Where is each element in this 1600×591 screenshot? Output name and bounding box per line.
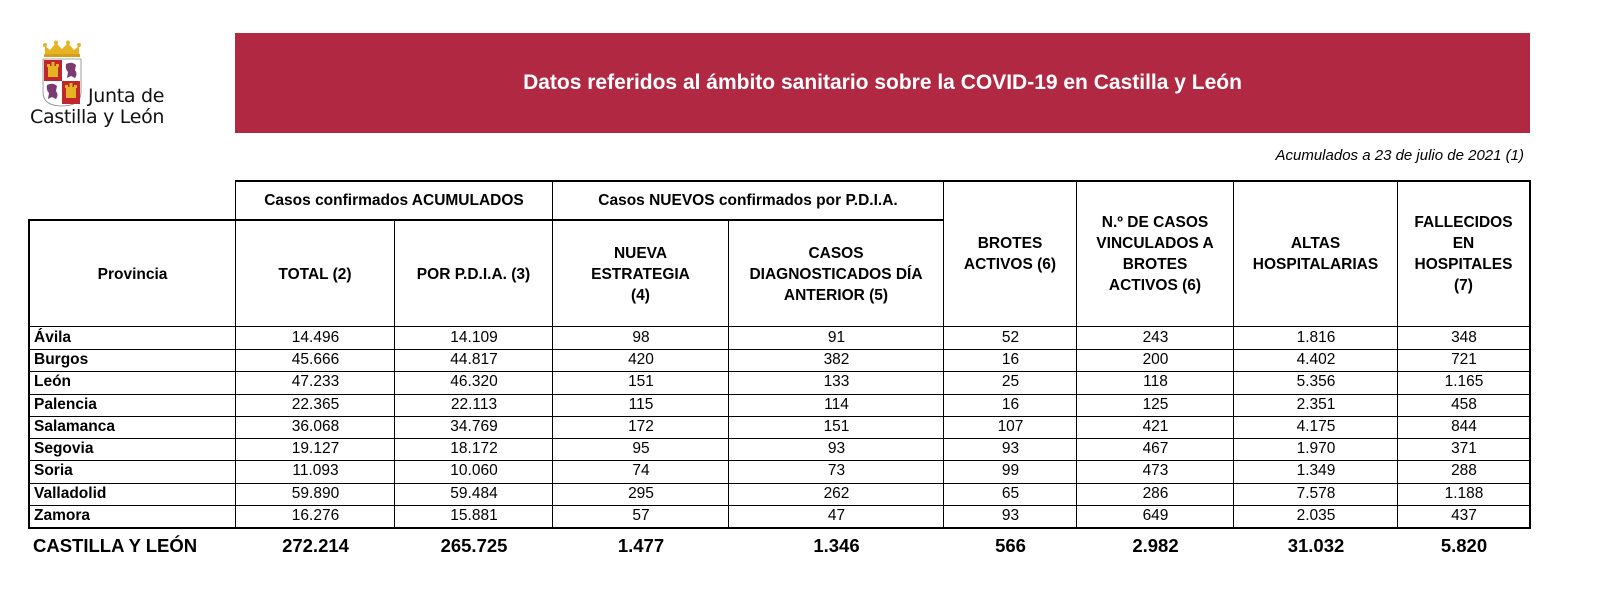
cell-brotes: 107 — [997, 418, 1024, 435]
cell-total: 14.496 — [291, 329, 340, 346]
cell-fallecidos: 288 — [1451, 462, 1477, 479]
cell-fallecidos: 437 — [1451, 507, 1477, 524]
cell-diag: 382 — [823, 351, 850, 368]
cell-total: 47.233 — [291, 373, 340, 390]
column-header-nueva-estrategia: NUEVA ESTRATEGIA (4) — [591, 244, 690, 304]
province-name: Segovia — [34, 440, 94, 457]
cell-vinculados: 200 — [1142, 351, 1169, 368]
province-name: Ávila — [34, 329, 72, 346]
cell-pdia: 22.113 — [450, 396, 498, 413]
table-border — [28, 527, 1531, 529]
cell-diag: 91 — [827, 329, 846, 346]
cell-brotes: 16 — [1001, 396, 1020, 413]
cell-nueva: 295 — [628, 485, 654, 502]
total-fallecidos: 5.820 — [1440, 535, 1488, 556]
cell-total: 59.890 — [291, 485, 340, 502]
cell-pdia: 46.320 — [450, 373, 498, 390]
cell-total: 36.068 — [291, 418, 340, 435]
cell-pdia: 34.769 — [450, 418, 498, 435]
cell-altas: 4.402 — [1296, 351, 1336, 368]
province-name: Zamora — [34, 507, 90, 524]
column-header-pdia: POR P.D.I.A. (3) — [416, 265, 531, 283]
cell-vinculados: 473 — [1142, 462, 1169, 479]
column-header-brotes: BROTES ACTIVOS (6) — [963, 235, 1057, 273]
cell-vinculados: 649 — [1142, 507, 1169, 524]
total-pdia: 265.725 — [440, 535, 508, 556]
total-altas: 31.032 — [1287, 535, 1345, 556]
cell-diag: 262 — [823, 485, 850, 502]
cell-vinculados: 286 — [1142, 485, 1169, 502]
cell-vinculados: 467 — [1142, 440, 1169, 457]
logo-text-line2: Castilla y León — [30, 106, 165, 128]
group-header-acumulados: Casos confirmados ACUMULADOS — [264, 192, 524, 209]
cell-fallecidos: 1.188 — [1444, 485, 1484, 502]
cell-altas: 1.816 — [1296, 329, 1336, 346]
cell-pdia: 14.109 — [450, 329, 498, 346]
province-name: Burgos — [34, 351, 89, 368]
cell-altas: 2.351 — [1296, 396, 1336, 413]
cell-nueva: 98 — [632, 329, 650, 346]
cell-fallecidos: 721 — [1451, 351, 1477, 368]
cell-nueva: 57 — [632, 507, 650, 524]
cell-vinculados: 118 — [1143, 373, 1168, 390]
cell-fallecidos: 844 — [1451, 418, 1477, 435]
cell-diag: 151 — [823, 418, 850, 435]
cell-altas: 4.175 — [1296, 418, 1336, 435]
cell-brotes: 52 — [1001, 329, 1020, 346]
cell-fallecidos: 1.165 — [1444, 373, 1484, 390]
cell-pdia: 18.172 — [450, 440, 498, 457]
cell-altas: 1.349 — [1296, 462, 1336, 479]
total-nueva: 1.477 — [617, 535, 665, 556]
total-diag: 1.346 — [813, 535, 860, 556]
cell-brotes: 65 — [1001, 485, 1020, 502]
cell-diag: 73 — [827, 462, 846, 479]
cell-diag: 93 — [827, 440, 846, 457]
group-header-nuevos: Casos NUEVOS confirmados por P.D.I.A. — [598, 192, 898, 209]
cell-brotes: 16 — [1001, 351, 1020, 368]
column-header-vinculados: N.º DE CASOS VINCULADOS A BROTES ACTIVOS (6) — [1096, 214, 1214, 294]
cell-nueva: 172 — [628, 418, 654, 435]
cell-diag: 133 — [823, 373, 850, 390]
column-header-provincia: Provincia — [97, 265, 168, 283]
cell-pdia: 10.060 — [450, 462, 498, 479]
cell-altas: 2.035 — [1296, 507, 1336, 524]
column-header-total: TOTAL (2) — [278, 265, 352, 283]
cell-total: 16.276 — [291, 507, 340, 524]
total-brotes: 566 — [995, 535, 1026, 556]
cell-vinculados: 125 — [1142, 396, 1169, 413]
cell-brotes: 93 — [1001, 440, 1020, 457]
total-vinculados: 2.982 — [1132, 535, 1179, 556]
cell-nueva: 151 — [628, 373, 654, 390]
cell-total: 45.666 — [291, 351, 340, 368]
cell-altas: 1.970 — [1296, 440, 1336, 457]
totals-label: CASTILLA Y LEÓN — [33, 535, 198, 556]
cell-pdia: 59.484 — [450, 485, 498, 502]
cell-brotes: 99 — [1001, 462, 1020, 479]
cell-diag: 47 — [827, 507, 846, 524]
page-title: Datos referidos al ámbito sanitario sobre la COVID-19 en Castilla y León — [523, 71, 1242, 94]
cell-brotes: 25 — [1001, 373, 1020, 390]
cell-total: 19.127 — [291, 440, 340, 457]
column-header-altas: ALTAS HOSPITALARIAS — [1252, 235, 1379, 273]
cell-vinculados: 243 — [1142, 329, 1169, 346]
province-name: Valladolid — [34, 485, 107, 502]
total-total: 272.214 — [282, 535, 349, 556]
cell-nueva: 420 — [628, 351, 654, 368]
cell-total: 11.093 — [292, 462, 339, 479]
cell-fallecidos: 348 — [1451, 329, 1477, 346]
province-name: León — [34, 373, 72, 390]
cell-nueva: 95 — [632, 440, 650, 457]
cell-brotes: 93 — [1001, 507, 1020, 524]
province-name: Soria — [34, 462, 73, 479]
province-name: Salamanca — [34, 418, 115, 435]
cell-fallecidos: 371 — [1451, 440, 1477, 457]
logo-text-line1: Junta de — [88, 85, 165, 107]
date-note: Acumulados a 23 de julio de 2021 (1) — [1275, 147, 1524, 164]
cell-pdia: 44.817 — [450, 351, 498, 368]
column-header-diagnosticados: CASOS DIAGNOSTICADOS DÍA ANTERIOR (5) — [749, 244, 923, 304]
cell-total: 22.365 — [291, 396, 340, 413]
cell-nueva: 74 — [632, 462, 650, 479]
cell-nueva: 115 — [628, 396, 654, 413]
province-name: Palencia — [34, 396, 97, 413]
cell-altas: 5.356 — [1296, 373, 1336, 390]
cell-vinculados: 421 — [1142, 418, 1169, 435]
cell-fallecidos: 458 — [1451, 396, 1477, 413]
column-header-fallecidos: FALLECIDOS EN HOSPITALES (7) — [1414, 214, 1513, 294]
cell-pdia: 15.881 — [450, 507, 498, 524]
cell-diag: 114 — [824, 396, 849, 413]
cell-altas: 7.578 — [1296, 485, 1336, 502]
